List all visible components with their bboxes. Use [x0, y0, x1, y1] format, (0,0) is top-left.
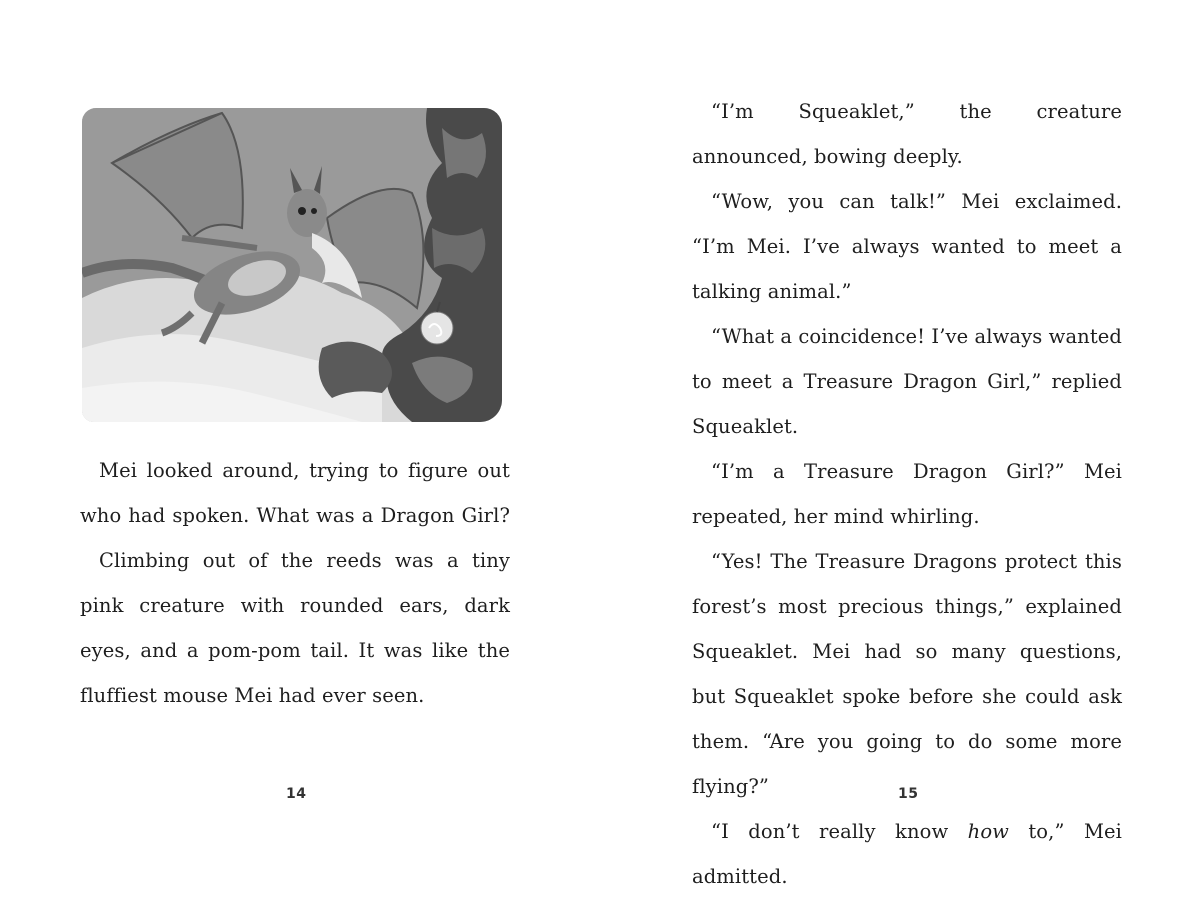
- text-run: “I don’t really know: [711, 820, 968, 843]
- paragraph: “I’m a Treasure Dragon Girl?” Mei repeated, her mind whirling.: [692, 460, 1122, 528]
- paragraph: Mei looked around, trying to figure out who had spoken. What was a Dragon Girl?: [80, 459, 510, 527]
- left-page-text: [80, 448, 510, 718]
- paragraph-last: [692, 809, 1122, 899]
- paragraph: “Yes! The Treasure Dragons protect this forest’s most precious things,” explained Squeaklet. Mei had so many questions, but Squeaklet spoke before she could ask them. “Are you going to do some more flying?”: [692, 550, 1122, 798]
- dragon-illustration-icon: [82, 108, 502, 422]
- paragraph: “I’m Squeaklet,” the creature announced, bowing deeply.: [692, 100, 1122, 168]
- page-number: 14: [286, 786, 307, 802]
- left-page: [0, 0, 600, 872]
- dragon-illustration: [82, 108, 502, 422]
- paragraph: “Wow, you can talk!” Mei exclaimed. “I’m Mei. I’ve always wanted to meet a talking animal.”: [692, 190, 1122, 303]
- right-page-text: [692, 89, 1122, 899]
- page-number: 15: [898, 786, 919, 802]
- paragraph: Climbing out of the reeds was a tiny pink creature with rounded ears, dark eyes, and a pom-pom tail. It was like the fluffiest mouse Mei had ever seen.: [80, 549, 510, 707]
- emphasized-word: how: [967, 820, 1009, 843]
- text-run: to,” Mei admitted.: [692, 820, 1122, 888]
- paragraph: “What a coincidence! I’ve always wanted to meet a Treasure Dragon Girl,” replied Squeaklet.: [692, 325, 1122, 438]
